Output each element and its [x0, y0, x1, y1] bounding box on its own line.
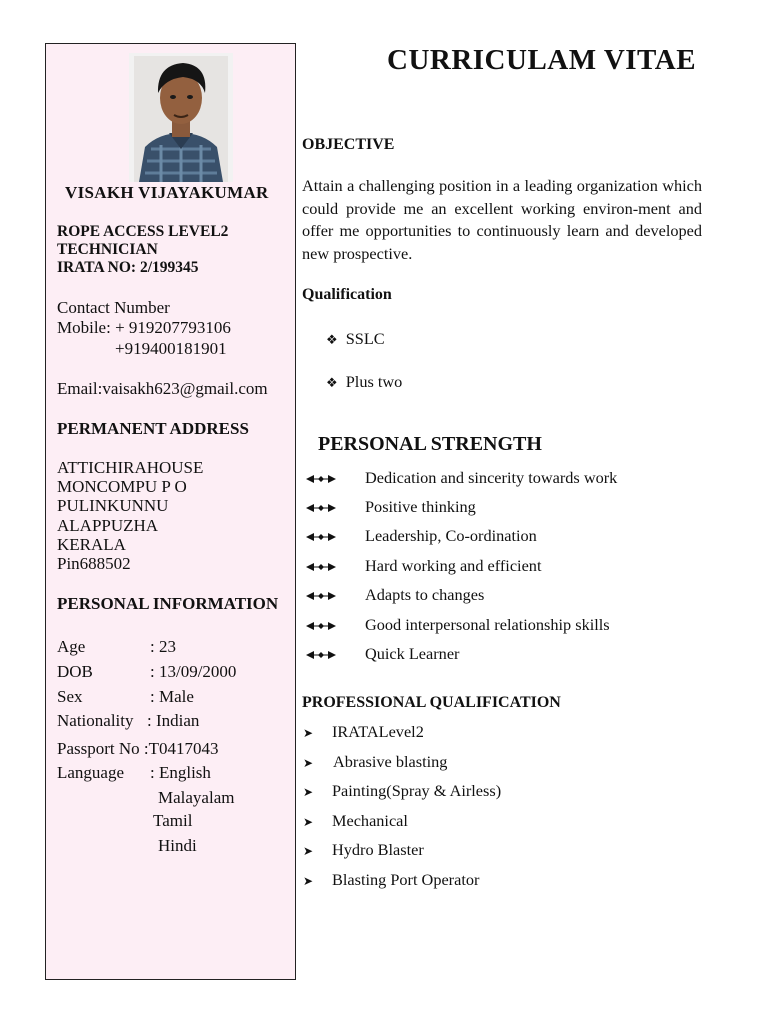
document-title: CURRICULAM VITAE	[387, 44, 697, 76]
strength-item: Adapts to changes	[305, 585, 337, 605]
address-line: KERALA	[57, 535, 126, 554]
dob-value: : 13/09/2000	[150, 662, 237, 681]
arrow-bullet-icon: ➤	[303, 726, 314, 740]
diamond-bullet-icon: ❖	[326, 332, 338, 347]
qualification-item: ❖ Plus two	[326, 372, 403, 391]
professional-item: ➤ Painting(Spray & Airless)	[303, 781, 502, 800]
address-heading: PERMANENT ADDRESS	[57, 419, 249, 438]
strength-item: Positive thinking	[305, 497, 337, 517]
diamond-bullet-icon: ❖	[326, 375, 338, 390]
address-line: ALAPPUZHA	[57, 516, 159, 535]
language-item: Tamil	[153, 811, 193, 830]
email: Email:vaisakh623@gmail.com	[57, 379, 268, 398]
sex-label: Sex	[57, 687, 83, 706]
professional-item: ➤ Hydro Blaster	[303, 840, 424, 859]
arrow-bullet-icon: ➤	[303, 844, 314, 858]
arrow-bullet-icon: ➤	[303, 785, 314, 799]
arrow-bullet-icon	[305, 502, 337, 514]
sex-value: : Male	[150, 687, 194, 706]
candidate-name: VISAKH VIJAYAKUMAR	[65, 183, 269, 202]
role-line1: ROPE ACCESS LEVEL2	[57, 223, 229, 240]
profile-photo	[129, 53, 233, 182]
personal-info-heading: PERSONAL INFORMATION	[57, 594, 279, 613]
mobile-number-2: +919400181901	[115, 339, 227, 358]
nationality-value: : Indian	[147, 711, 200, 730]
dob-label: DOB	[57, 662, 93, 681]
age-value: : 23	[150, 637, 176, 656]
qualification-heading: Qualification	[302, 286, 392, 303]
strength-item: Dedication and sincerity towards work	[305, 468, 337, 488]
address-line: Pin688502	[57, 554, 131, 573]
professional-heading: PROFESSIONAL QUALIFICATION	[302, 694, 561, 711]
address-line: ATTICHIRAHOUSE	[57, 458, 204, 477]
professional-item: ➤ Blasting Port Operator	[303, 870, 480, 889]
irata-number: IRATA NO: 2/199345	[57, 259, 199, 276]
language-value: : English	[150, 763, 211, 782]
arrow-bullet-icon	[305, 590, 337, 602]
mobile-number-1: Mobile: + 919207793106	[57, 318, 231, 337]
strength-item: Good interpersonal relationship skills	[305, 615, 337, 635]
language-item: Hindi	[158, 836, 197, 855]
objective-heading: OBJECTIVE	[302, 136, 395, 153]
arrow-bullet-icon: ➤	[303, 815, 314, 829]
nationality-label: Nationality	[57, 711, 134, 730]
arrow-bullet-icon: ➤	[303, 874, 314, 888]
language-label: Language	[57, 763, 125, 782]
professional-item: ➤ IRATALevel2	[303, 722, 424, 741]
arrow-bullet-icon	[305, 473, 337, 485]
role-line2: TECHNICIAN	[57, 241, 158, 258]
address-line: MONCOMPU P O	[57, 477, 187, 496]
arrow-bullet-icon	[305, 649, 337, 661]
language-item: Malayalam	[158, 788, 235, 807]
address-line: PULINKUNNU	[57, 496, 169, 515]
contact-label: Contact Number	[57, 298, 170, 317]
professional-item: ➤ Abrasive blasting	[303, 752, 448, 771]
objective-text: Attain a challenging position in a leading organization which could provide me an excellent working environ-ment and offer me opportunities to continuously learn and developed new prospective.	[302, 176, 702, 264]
age-label: Age	[57, 637, 86, 656]
strength-item: Quick Learner	[305, 644, 337, 664]
arrow-bullet-icon	[305, 531, 337, 543]
sidebar-panel	[45, 43, 296, 980]
strength-item: Hard working and efficient	[305, 556, 337, 576]
arrow-bullet-icon	[305, 620, 337, 632]
arrow-bullet-icon	[305, 561, 337, 573]
strength-item: Leadership, Co-ordination	[305, 526, 337, 546]
professional-item: ➤ Mechanical	[303, 811, 408, 830]
qualification-item: ❖ SSLC	[326, 329, 385, 348]
arrow-bullet-icon: ➤	[303, 756, 314, 770]
strength-heading: PERSONAL STRENGTH	[318, 433, 542, 455]
passport-number: Passport No :T0417043	[57, 739, 219, 758]
